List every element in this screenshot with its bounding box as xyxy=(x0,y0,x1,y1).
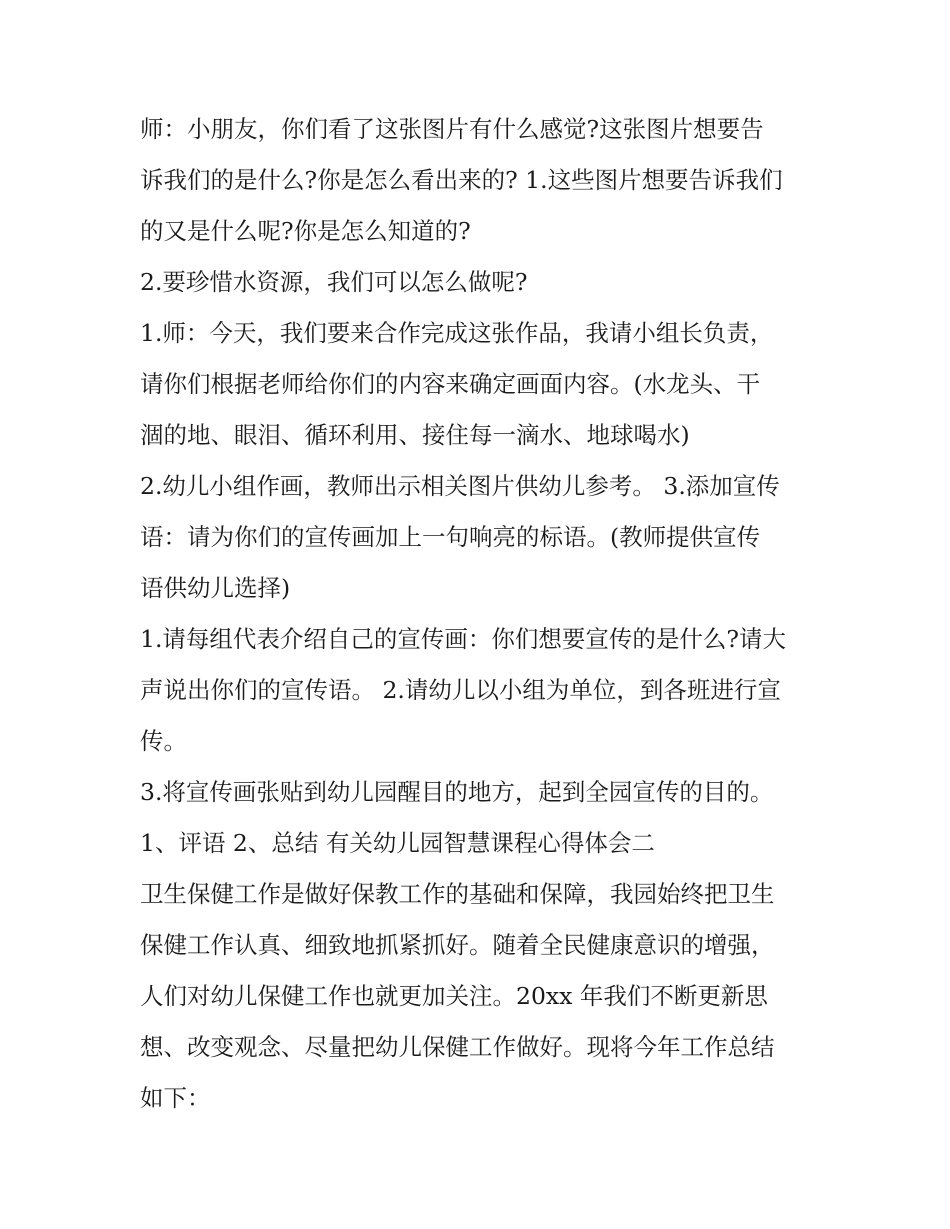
text-line: 的又是什么呢?你是怎么知道的? xyxy=(140,217,471,245)
text-line: 2.幼儿小组作画，教师出示相关图片供幼儿参考。 3.添加宣传 xyxy=(140,472,780,500)
text-line: 人们对幼儿保健工作也就更加关注。20xx 年我们不断更新思 xyxy=(140,982,768,1010)
text-line: 语供幼儿选择) xyxy=(140,574,291,602)
text-line: 如下： xyxy=(140,1084,211,1112)
text-line: 卫生保健工作是做好保教工作的基础和保障，我园始终把卫生 xyxy=(140,880,775,908)
text-line: 师：小朋友，你们看了这张图片有什么感觉?这张图片想要告 xyxy=(140,115,764,143)
text-line: 2.要珍惜水资源，我们可以怎么做呢? xyxy=(140,268,528,296)
text-line: 诉我们的是什么?你是怎么看出来的? 1.这些图片想要告诉我们 xyxy=(140,166,783,194)
text-line: 保健工作认真、细致地抓紧抓好。随着全民健康意识的增强， xyxy=(140,931,775,959)
text-line: 1.请每组代表介绍自己的宣传画：你们想要宣传的是什么?请大 xyxy=(140,625,787,653)
text-line: 涸的地、眼泪、循环利用、接住每一滴水、地球喝水) xyxy=(140,421,690,449)
text-line: 1.师：今天，我们要来合作完成这张作品，我请小组长负责， xyxy=(140,319,774,347)
text-line: 想、改变观念、尽量把幼儿保健工作做好。现将今年工作总结 xyxy=(140,1033,775,1061)
text-line: 语：请为你们的宣传画加上一句响亮的标语。(教师提供宣传 xyxy=(140,523,761,551)
text-line: 请你们根据老师给你们的内容来确定画面内容。(水龙头、干 xyxy=(140,370,761,398)
text-line: 声说出你们的宣传语。 2.请幼儿以小组为单位，到各班进行宣 xyxy=(140,676,781,704)
text-line: 3.将宣传画张贴到幼儿园醒目的地方，起到全园宣传的目的。 xyxy=(140,778,774,806)
document-body xyxy=(140,104,820,1124)
text-line: 传。 xyxy=(140,727,187,755)
text-line: 1、评语 2、总结 有关幼儿园智慧课程心得体会二 xyxy=(140,829,655,857)
